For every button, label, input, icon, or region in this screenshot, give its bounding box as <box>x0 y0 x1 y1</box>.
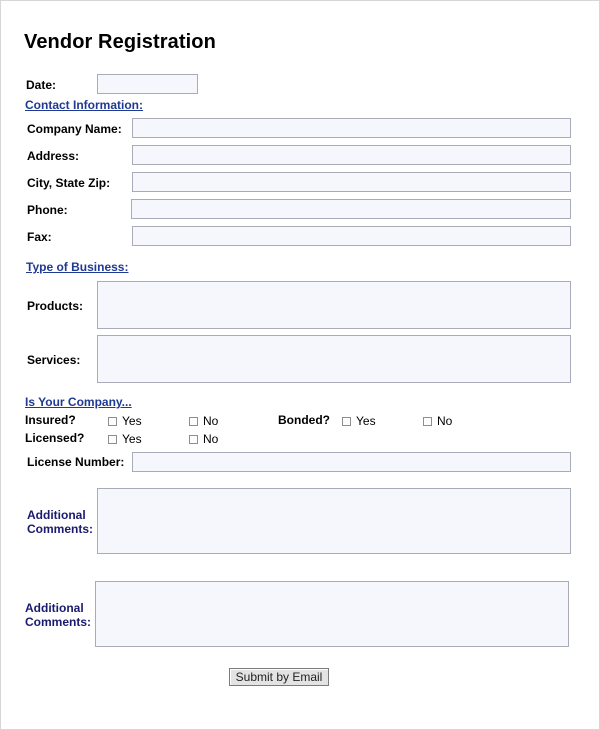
company-name-field[interactable] <box>132 118 571 138</box>
contact-information-heading: Contact Information: <box>25 98 143 112</box>
bonded-no-option[interactable] <box>423 414 452 428</box>
products-field[interactable] <box>97 281 571 329</box>
additional-comments-field-1[interactable] <box>97 488 571 554</box>
licensed-yes-label: Yes <box>122 432 142 446</box>
type-of-business-heading: Type of Business: <box>26 260 129 274</box>
insured-yes-checkbox[interactable] <box>108 417 117 426</box>
additional-comments-label-2-line1: Additional <box>25 601 84 615</box>
bonded-yes-checkbox[interactable] <box>342 417 351 426</box>
fax-field[interactable] <box>132 226 571 246</box>
licensed-no-label: No <box>203 432 219 446</box>
additional-comments-field-2[interactable] <box>95 581 569 647</box>
license-number-label: License Number: <box>27 455 125 469</box>
insured-yes-label: Yes <box>122 414 142 428</box>
form-title: Vendor Registration <box>24 31 216 53</box>
submit-by-email-button[interactable]: Submit by Email <box>229 668 329 686</box>
city-state-zip-label: City, State Zip: <box>27 176 111 190</box>
company-name-label: Company Name: <box>27 122 122 136</box>
is-your-company-heading: Is Your Company... <box>25 395 132 409</box>
additional-comments-label-1-line2: Comments: <box>27 522 94 536</box>
phone-field[interactable] <box>131 199 571 219</box>
products-label: Products: <box>27 299 84 313</box>
bonded-label: Bonded? <box>278 413 330 427</box>
licensed-yes-checkbox[interactable] <box>108 435 117 444</box>
insured-no-option[interactable] <box>189 414 218 428</box>
address-label: Address: <box>27 149 80 163</box>
address-field[interactable] <box>132 145 571 165</box>
licensed-label: Licensed? <box>25 431 85 445</box>
additional-comments-label-1-line1: Additional <box>27 508 86 522</box>
bonded-yes-label: Yes <box>356 414 376 428</box>
services-field[interactable] <box>97 335 571 383</box>
services-label: Services: <box>27 353 81 367</box>
insured-label: Insured? <box>25 413 76 427</box>
bonded-no-checkbox[interactable] <box>423 417 432 426</box>
bonded-yes-option[interactable] <box>342 414 376 428</box>
fax-label: Fax: <box>27 230 52 244</box>
license-number-field[interactable] <box>132 452 571 472</box>
additional-comments-label-2 <box>25 601 91 629</box>
licensed-yes-option[interactable] <box>108 432 142 446</box>
date-label: Date: <box>26 78 57 92</box>
date-field[interactable] <box>97 74 198 94</box>
licensed-no-option[interactable] <box>189 432 218 446</box>
insured-no-checkbox[interactable] <box>189 417 198 426</box>
additional-comments-label-2-line2: Comments: <box>25 615 92 629</box>
phone-label: Phone: <box>27 203 68 217</box>
city-state-zip-field[interactable] <box>132 172 571 192</box>
insured-yes-option[interactable] <box>108 414 142 428</box>
insured-no-label: No <box>203 414 219 428</box>
licensed-no-checkbox[interactable] <box>189 435 198 444</box>
additional-comments-label-1 <box>27 508 93 536</box>
bonded-no-label: No <box>437 414 453 428</box>
